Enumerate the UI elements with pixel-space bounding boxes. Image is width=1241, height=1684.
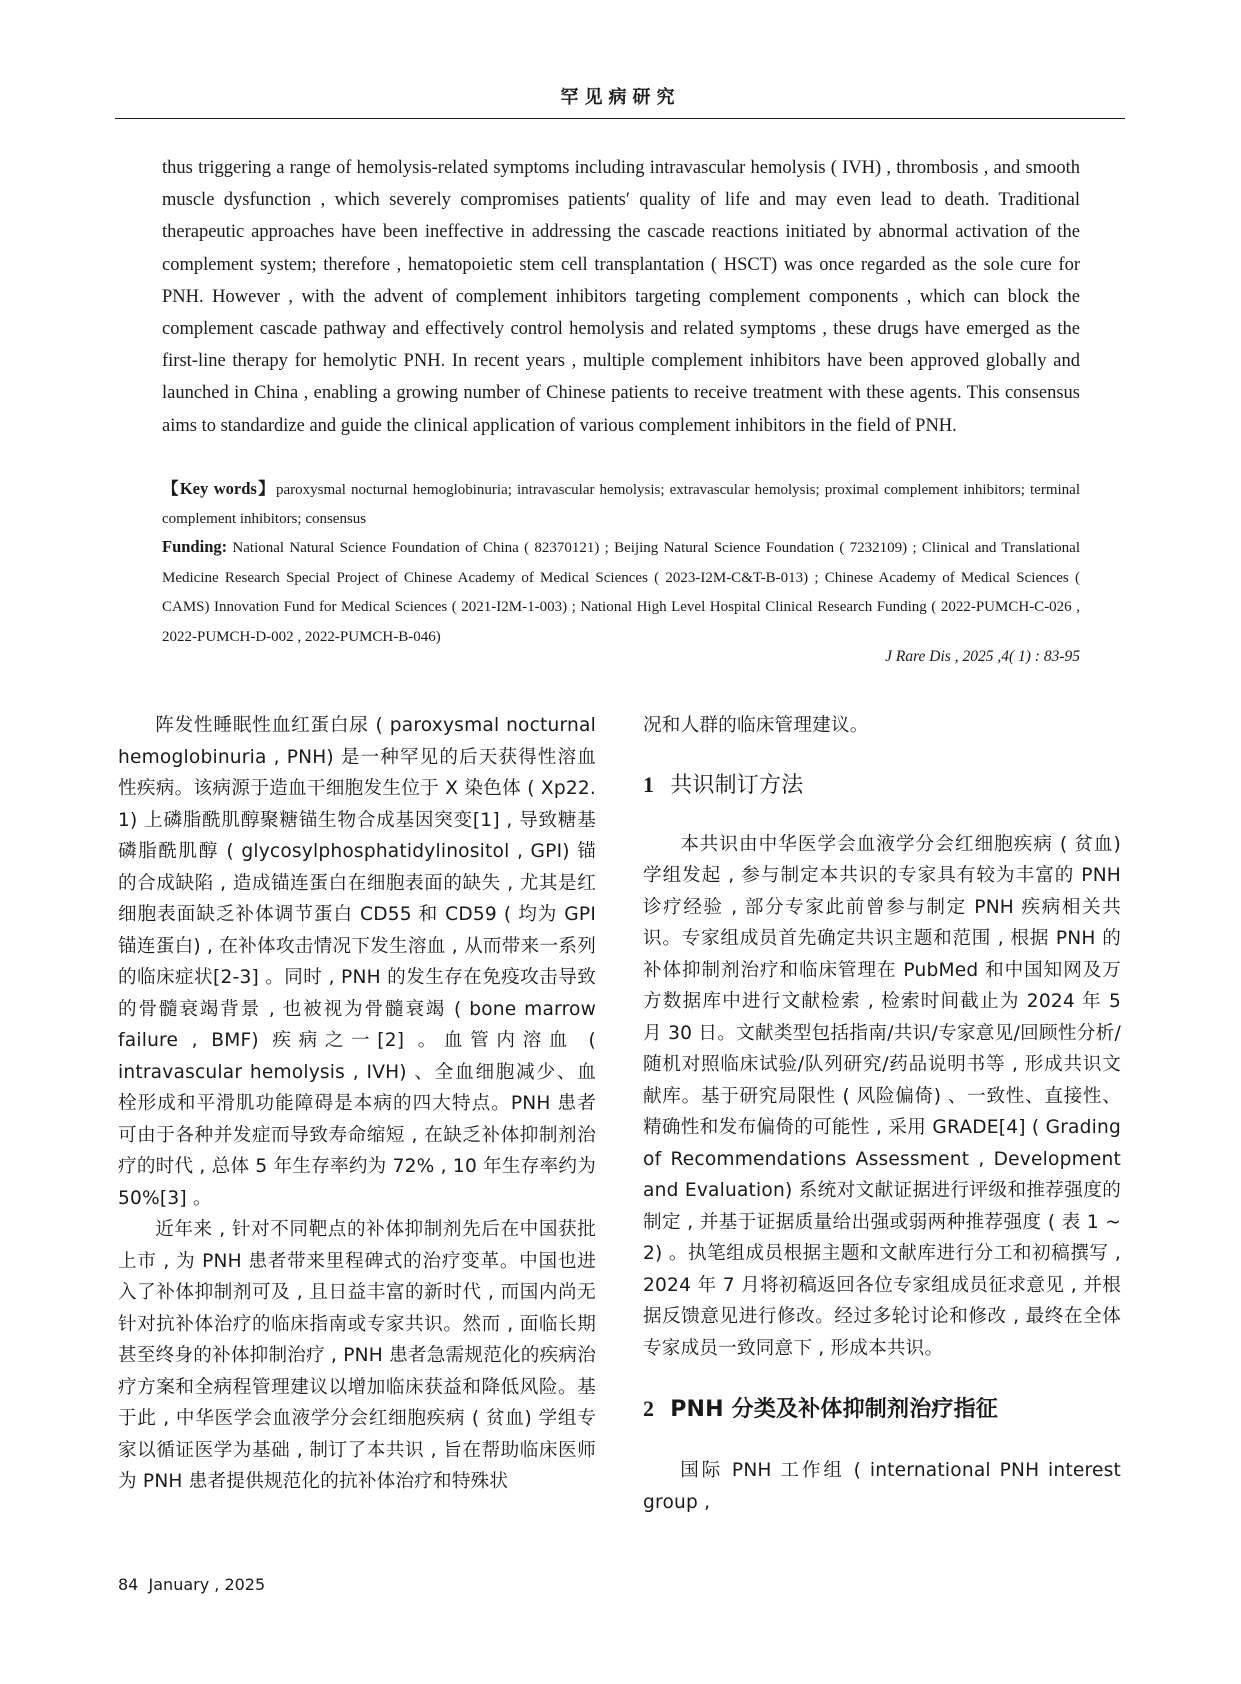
section-1-paragraph: 本共识由中华医学会血液学分会红细胞疾病 ( 贫血) 学组发起 , 参与制定本共识的专家具有较为丰富的 PNH 诊疗经验 , 部分专家此前曾参与制定 PNH 疾病相关共识。专家组成员首先确定共识主题和范围 , 根据 PNH 的补体抑制剂治疗和临床管理在 PubMed 和中国知网及万方数据库中进行文献检索 , 检索时间截止为 2024 年 5 月 30 日。文献类型包括指南/共识/专家意见/回顾性分析/随机对照临床试验/队列研究/药品说明书等 , 形成共识文献库。基于研究局限性 ( 风险偏倚) 、一致性、直接性、精确性和发布偏倚的可能性 , 采用 GRADE[4] ( Grading of Recommendations Assessment , Development and Evaluation) 系统对文献证据进行评级和推荐强度的制定 , 并基于证据质量给出强或弱两种推荐强度 ( 表 1 ~ 2) 。执笔组成员根据主题和文献库进行分工和初稿撰写 , 2024 年 7 月将初稿返回各位专家组成员征求意见 , 并根据反馈意见进行修改。经过多轮讨论和修改 , 最终在全体专家成员一致同意下 , 形成本共识。 [643, 833, 1121, 1359]
abstract-paragraph: thus triggering a range of hemolysis-related symptoms including intravascular hemolysis ( IVH) , thrombosis , and smooth muscle dysfunction , which severely compromises patients′ quality of life and may even lead to death. Traditional therapeutic approaches have been ineffective in addressing the cascade reactions initiated by abnormal activation of the complement system; therefore , hematopoietic stem cell transplantation ( HSCT) was once regarded as the sole cure for PNH. However , with the advent of complement inhibitors targeting complement components , which can block the complement cascade pathway and effectively control hemolysis and related symptoms , these drugs have emerged as the first-line therapy for hemolytic PNH. In recent years , multiple complement inhibitors have been approved globally and launched in China , enabling a growing number of Chinese patients to receive treatment with these agents. This consensus aims to standardize and guide the clinical application of various complement inhibitors in the field of PNH. [162, 158, 1080, 436]
page-number: 84 [118, 1575, 139, 1594]
abstract-section [162, 152, 1080, 442]
funding-text: National Natural Science Foundation of China ( 82370121) ; Beijing Natural Science Foundation ( 7232109) ; Clinical and Translational Medicine Research Special Project of Chinese Academy of Medical Sciences ( 2023-I2M-C&T-B-013) ; Chinese Academy of Medical Sciences ( CAMS) Innovation Fund for Medical Sciences ( 2021-I2M-1-003) ; National High Level Hospital Clinical Research Funding ( 2022-PUMCH-C-026 , 2022-PUMCH-D-002 , 2022-PUMCH-B-046) [162, 540, 1080, 645]
page-footer [118, 1575, 265, 1594]
left-column [118, 710, 596, 1498]
section-1-heading [643, 770, 1121, 801]
section-1-title: 共识制订方法 [670, 772, 804, 798]
citation: J Rare Dis , 2025 ,4( 1) : 83-95 [885, 648, 1080, 665]
funding-label: Funding: [162, 537, 228, 556]
section-2-title: PNH 分类及补体抑制剂治疗指征 [670, 1397, 999, 1422]
header-rule [115, 118, 1125, 119]
section-2-paragraph: 国际 PNH 工作组 ( international PNH interest group , [643, 1460, 1121, 1513]
footer-date: January , 2025 [148, 1575, 266, 1594]
intro-paragraph-2: 近年来 , 针对不同靶点的补体抑制剂先后在中国获批上市 , 为 PNH 患者带来里程碑式的治疗变革。中国也进入了补体抑制剂可及 , 且日益丰富的新时代 , 而国内尚无针对抗补体治疗的临床指南或专家共识。然而 , 面临长期甚至终身的补体抑制治疗 , PNH 患者急需规范化的疾病治疗方案和全病程管理建议以增加临床获益和降低风险。基于此 , 中华医学会血液学分会红细胞疾病 ( 贫血) 学组专家以循证医学为基础 , 制订了本共识 , 旨在帮助临床医师为 PNH 患者提供规范化的抗补体治疗和特殊状 [118, 1219, 596, 1492]
section-2-number: 2 [643, 1396, 655, 1421]
section-2-heading [643, 1394, 1121, 1425]
funding-block [162, 532, 1080, 652]
journal-header: 罕见病研究 [560, 87, 681, 108]
intro-paragraph-2-continued: 况和人群的临床管理建议。 [643, 715, 869, 736]
intro-paragraph-1: 阵发性睡眠性血红蛋白尿 ( paroxysmal nocturnal hemoglobinuria , PNH) 是一种罕见的后天获得性溶血性疾病。该病源于造血干细胞发生位于 X 染色体 ( Xp22. 1) 上磷脂酰肌醇聚糖锚生物合成基因突变[1] , 导致糖基磷脂酰肌醇 ( glycosylphosphatidylinositol , GPI) 锚的合成缺陷 , 造成锚连蛋白在细胞表面的缺失 , 尤其是红细胞表面缺乏补体调节蛋白 CD55 和 CD59 ( 均为 GPI 锚连蛋白) , 在补体攻击情况下发生溶血 , 从而带来一系列的临床症状[2-3] 。同时 , PNH 的发生存在免疫攻击导致的骨髓衰竭背景 , 也被视为骨髓衰竭 ( bone marrow failure , BMF) 疾病之一[2] 。血管内溶血 ( intravascular hemolysis , IVH) 、全血细胞减少、血栓形成和平滑肌功能障碍是本病的四大特点。PNH 患者可由于各种并发症而导致寿命缩短 , 在缺乏补体抑制剂治疗的时代 , 总体 5 年生存率约为 72% , 10 年生存率约为 50%[3] 。 [118, 715, 596, 1209]
keywords-text: paroxysmal nocturnal hemoglobinuria; intravascular hemolysis; extravascular hemolysis; proximal complement inhibitors; terminal complement inhibitors; consensus [162, 482, 1080, 527]
section-1-number: 1 [643, 771, 655, 797]
keywords-label: 【Key words】 [162, 479, 276, 498]
keywords-block [162, 474, 1080, 534]
right-column [643, 710, 1121, 1518]
